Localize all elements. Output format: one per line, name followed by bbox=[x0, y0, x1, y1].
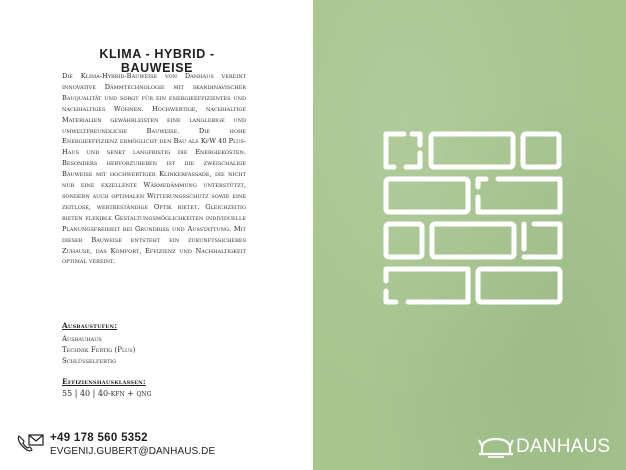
brand-name: DANHAUS bbox=[516, 436, 611, 457]
list-item: Technik Fertig (Plus) bbox=[62, 346, 136, 354]
page-title: KLIMA - HYBRID - BAUWEISE bbox=[99, 47, 215, 75]
phone-mail-icon bbox=[16, 432, 46, 456]
ausbaustufen-list bbox=[62, 334, 246, 367]
brick-wall-icon bbox=[382, 131, 564, 309]
list-item: Ausbauhaus bbox=[62, 335, 102, 343]
list-item: Schlüsselfertig bbox=[62, 357, 117, 365]
ausbaustufen-heading: Ausbaustufen: bbox=[62, 321, 118, 330]
effizienz-values: 55 | 40 | 40-kfn + qng bbox=[62, 389, 152, 398]
email-address[interactable]: EVGENIJ.GUBERT@DANHAUS.DE bbox=[50, 446, 216, 457]
description-text: Die Klima-Hybrid-Bauweise von Danhaus vereint innovative Dämmtechnologie mit skandinavischer Bauqualität und sorgt für ein energieeffizientes und nachhaltiges Wohnen. Hochwertige, nachhaltige Materialien gewährleisten eine langlebige und umweltfreundliche Bauweise. Die hohe Energieeffizienz ermöglicht den Bau als KfW 40 Plus-Haus und senkt langfristig die Energiekosten. Besonders hervorzuheben ist die zweischalige Bauweise mit hochwertiger Klinkerfassade, die nicht nur eine exzellente Wärmedämmung unterstützt, sondern auch optimalen Witterungsschutz sowie eine zeitlose, wertbeständige Optik bietet. Gleichzeitig bieten flexible Gestaltungsmöglichkeiten individuelle Planungsfreiheit bei Grundriss und Ausstattung. Mit dieser Bauweise entsteht ein zukunftssicheres Zuhause, das Komfort, Effizienz und Nachhaltigkeit optimal vereint. bbox=[62, 72, 246, 266]
effizienz-heading: Effizienshausklassen: bbox=[62, 377, 146, 386]
phone-number[interactable]: +49 178 560 5352 bbox=[50, 432, 148, 444]
viking-helmet-icon bbox=[478, 436, 514, 460]
